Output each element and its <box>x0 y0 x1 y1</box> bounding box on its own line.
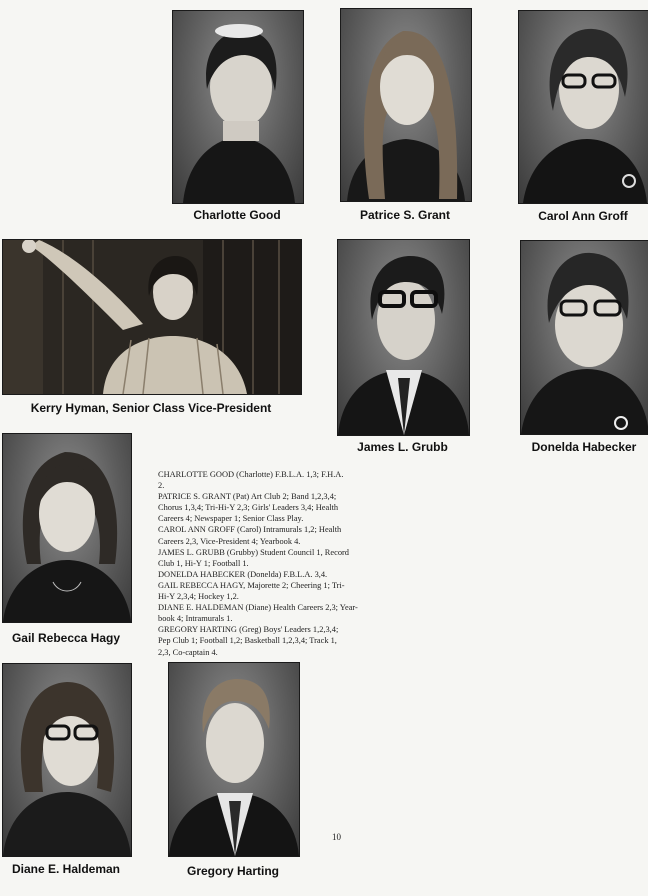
portrait-patrice-grant <box>340 8 472 202</box>
portrait-gail-hagy <box>2 433 132 623</box>
bio-line: book 4; Intramurals 1. <box>158 614 233 624</box>
caption-diane-haldeman: Diane E. Haldeman <box>11 862 121 876</box>
caption-donelda-habecker: Donelda Habecker <box>531 440 637 454</box>
bio-line: Pep Club 1; Football 1,2; Basketball 1,2,3,4; Track 1, <box>158 636 337 646</box>
senior-activities-list <box>158 469 426 658</box>
bio-line: Chorus 1,3,4; Tri-Hi-Y 2,3; Girls' Leaders 3,4; Health <box>158 503 339 513</box>
bio-line: Careers 2,3, Vice-President 4; Yearbook 4. <box>158 536 301 546</box>
caption-gregory-harting: Gregory Harting <box>186 864 279 878</box>
bio-line: CAROL ANN GROFF (Carol) Intramurals 1,2; Health <box>158 525 342 535</box>
bio-line: Careers 4; Newspaper 1; Senior Class Play. <box>158 514 304 524</box>
bio-line: DONELDA HABECKER (Donelda) F.B.L.A. 3,4. <box>158 569 328 579</box>
bio-line: GAIL REBECCA HAGY, Majorette 2; Cheering 1; Tri- <box>158 580 345 590</box>
bio-line: CHARLOTTE GOOD (Charlotte) F.B.L.A. 1,3; F.H.A. <box>158 470 344 479</box>
caption-charlotte-good: Charlotte Good <box>193 208 281 222</box>
portrait-diane-haldeman <box>2 663 132 857</box>
bio-line: JAMES L. GRUBB (Grubby) Student Council 1, Record <box>158 547 349 557</box>
portrait-gregory-harting <box>168 662 300 857</box>
portrait-james-grubb <box>337 239 470 436</box>
bio-line: 2,3, Co-captain 4. <box>158 647 218 657</box>
portrait-carol-groff <box>518 10 648 204</box>
caption-kerry-hyman: Kerry Hyman, Senior Class Vice-President <box>30 401 272 415</box>
bio-line: PATRICE S. GRANT (Pat) Art Club 2; Band 1,2,3,4; <box>158 492 337 502</box>
bio-line: DIANE E. HALDEMAN (Diane) Health Careers 2,3; Year- <box>158 603 358 613</box>
portrait-donelda-habecker <box>520 240 648 435</box>
bio-line: GREGORY HARTING (Greg) Boys' Leaders 1,2,3,4; <box>158 625 339 635</box>
caption-patrice-grant: Patrice S. Grant <box>359 208 451 222</box>
bio-line: Club 1, Hi-Y 1; Football 1. <box>158 558 249 568</box>
portrait-charlotte-good <box>172 10 304 204</box>
page-number: 10 <box>332 832 341 842</box>
caption-gail-hagy: Gail Rebecca Hagy <box>11 631 121 645</box>
caption-james-grubb: James L. Grubb <box>357 440 448 454</box>
bio-line: Hi-Y 2,3,4; Hockey 1,2. <box>158 592 239 602</box>
caption-carol-groff: Carol Ann Groff <box>538 209 628 223</box>
portrait-kerry-hyman <box>2 239 302 395</box>
bio-line: 2. <box>158 481 165 491</box>
